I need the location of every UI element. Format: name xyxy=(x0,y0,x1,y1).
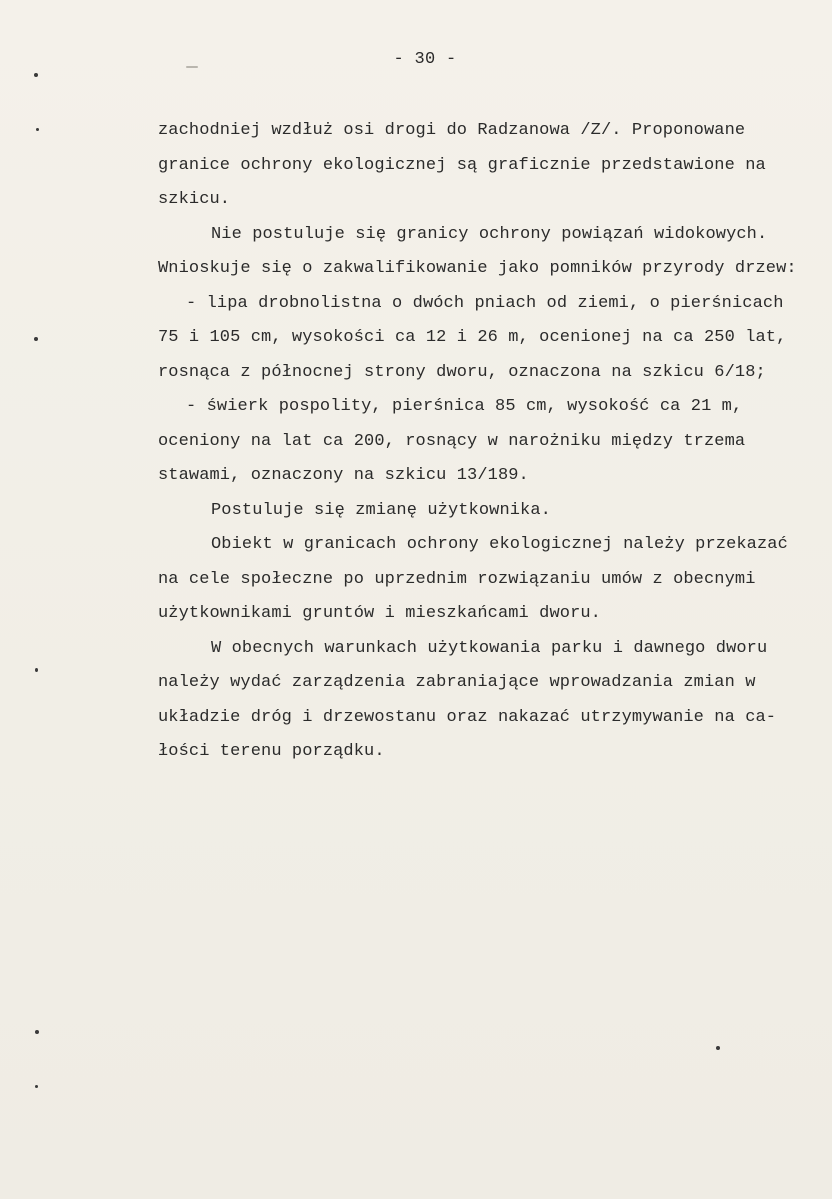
text-line: oceniony na lat ca 200, rosnący w narożniku między trzema xyxy=(158,431,746,451)
margin-speck xyxy=(36,128,39,131)
margin-speck xyxy=(35,1085,38,1088)
margin-speck xyxy=(34,337,38,341)
text-line: układzie dróg i drzewostanu oraz nakazać utrzymywanie na ca- xyxy=(158,707,777,727)
margin-speck xyxy=(35,668,38,672)
text-line: stawami, oznaczony na szkicu 13/189. xyxy=(158,466,529,485)
margin-speck xyxy=(35,1030,39,1034)
text-line: szkicu. xyxy=(158,190,231,209)
list-item-line: - świerk pospolity, pierśnica 85 cm, wysokość ca 21 m, xyxy=(186,397,743,416)
margin-speck xyxy=(716,1046,720,1050)
paragraph-start-line: Obiekt w granicach ochrony ekologicznej należy przekazać xyxy=(211,535,788,554)
text-line: rosnąca z północnej strony dworu, oznaczona na szkicu 6/18; xyxy=(158,362,766,382)
text-line: należy wydać zarządzenia zabraniające wprowadzania zmian w xyxy=(158,673,756,692)
paragraph-start-line: W obecnych warunkach użytkowania parku i dawnego dworu xyxy=(211,638,768,658)
text-line: Wnioskuje się o zakwalifikowanie jako pomników przyrody drzew: xyxy=(158,259,797,278)
page-number: - 30 - xyxy=(393,50,457,69)
text-line: granice ochrony ekologicznej są graficznie przedstawione na xyxy=(158,155,766,175)
text-line: 75 i 105 cm, wysokości ca 12 i 26 m, ocenionej na ca 250 lat, xyxy=(158,328,787,347)
text-line: łości terenu porządku. xyxy=(158,742,385,761)
text-line: zachodniej wzdłuż osi drogi do Radzanowa /Z/. Proponowane xyxy=(158,121,746,140)
paragraph-start-line: Postuluje się zmianę użytkownika. xyxy=(211,500,551,520)
text-line: na cele społeczne po uprzednim rozwiązaniu umów z obecnymi xyxy=(158,569,756,589)
document-body xyxy=(158,114,818,770)
paragraph-start-line: Nie postuluje się granicy ochrony powiązań widokowych. xyxy=(211,224,768,244)
text-line: użytkownikami gruntów i mieszkańcami dworu. xyxy=(158,604,601,623)
list-item-line: - lipa drobnolistna o dwóch pniach od ziemi, o pierśnicach xyxy=(186,293,784,313)
margin-speck xyxy=(34,73,38,77)
